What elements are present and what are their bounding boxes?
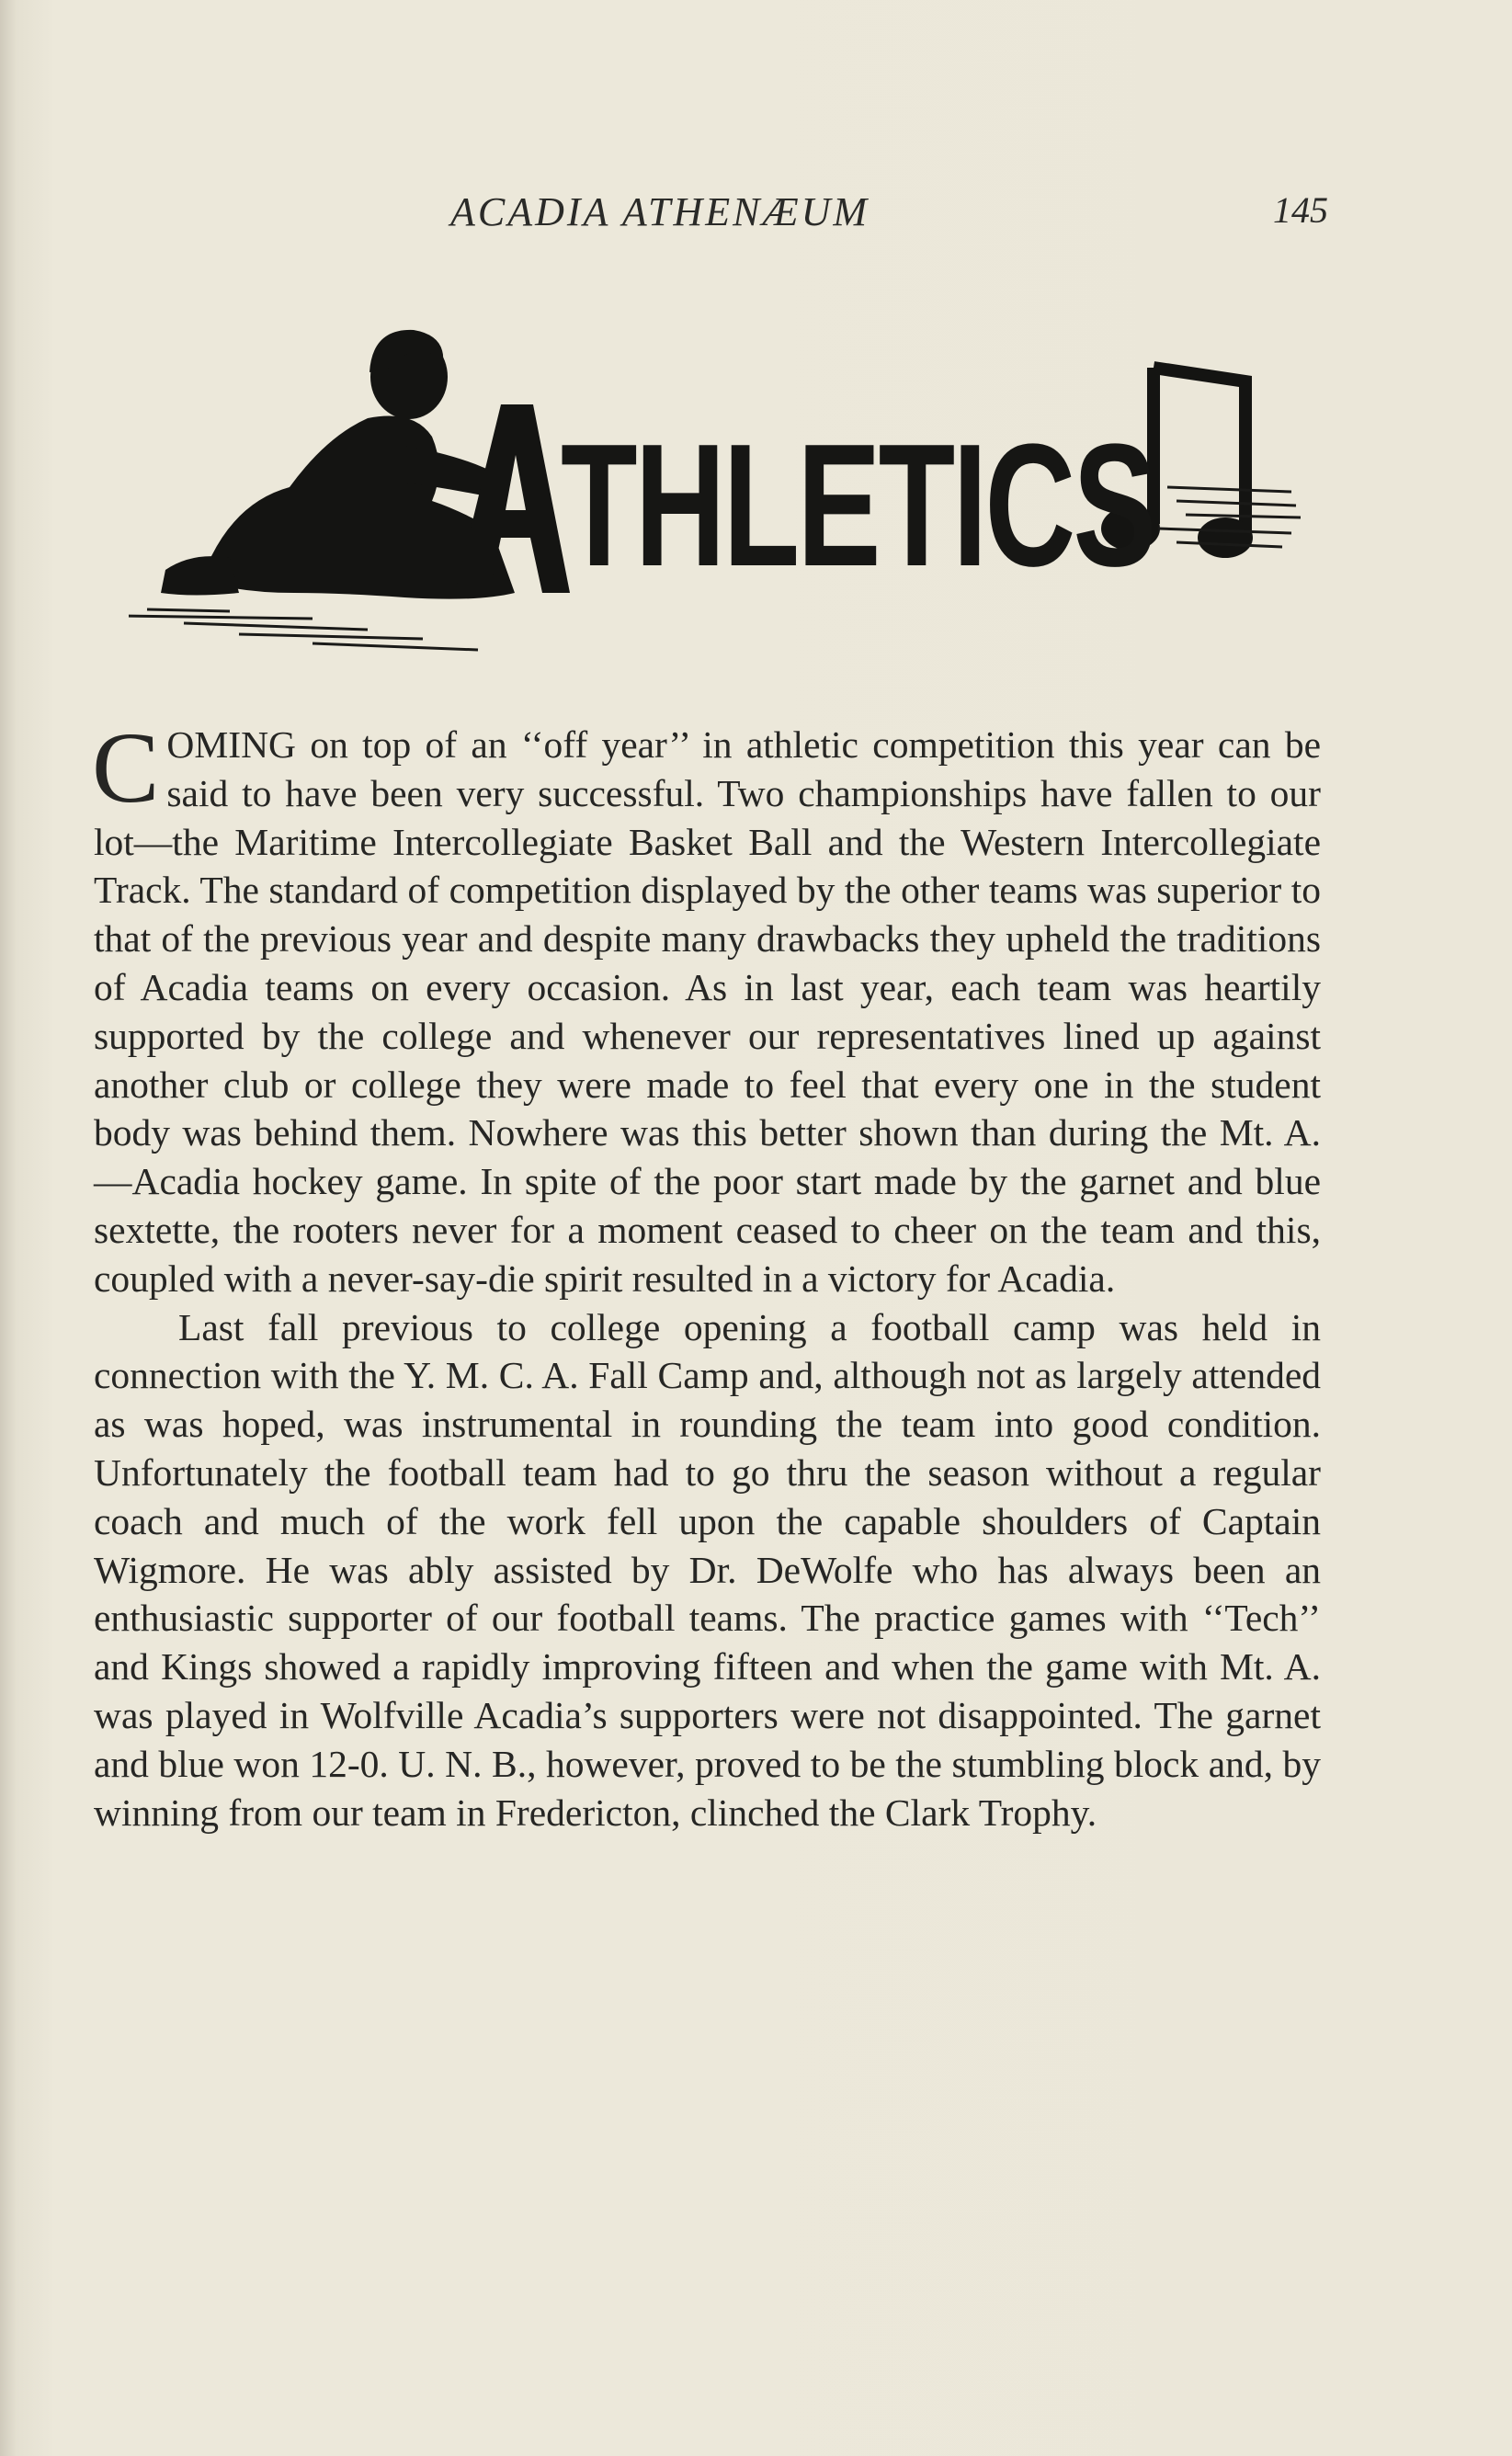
- page-number: 145: [1273, 189, 1328, 231]
- paragraph: [92, 711, 1321, 1303]
- running-title: ACADIA ATHENÆUM: [450, 189, 870, 234]
- athletics-banner: [129, 317, 1305, 666]
- paragraph: Last fall previous to college opening a football camp was held in connection with the Y. M. C. A. Fall Camp and, although not as largely attended as was hoped, was instrumental in rounding the team into good condition. Unfortunately the football team had to go thru the season without a regular coach and much of the work fell upon the capable shoulders of Captain Wigmore. He was ably assisted by Dr. DeWolfe who has always been an enthusiastic supporter of our football teams. The practice games with ‘‘Tech’’ and Kings showed a rapidly improving fifteen and when the game with Mt. A. was played in Wolfville Acadia’s supporters were not disappointed. The garnet and blue won 12-0. U. N. B., however, proved to be the stumbling block and, by winning from our team in Fredericton, clinched the Clark Trophy.: [94, 1305, 1321, 1834]
- athletics-title: THLETICS: [561, 408, 1154, 603]
- drop-cap: C: [92, 711, 160, 824]
- paragraph-text: OMING on top of an ‘‘off year’’ in athletic competition this year can be said to have been very successful. Two championships have fallen to our lot—the Maritime Intercollegiate Basket Ball and the Western Intercollegiate Track. The standard of competition displayed by the other teams was superior to that of the previous year and despite many drawbacks they upheld the traditions of Acadia teams on every occasion. As in last year, each team was heartily supported by the college and whenever our representatives lined up against another club or college they were made to feel that every one in the student body was behind them. Nowhere was this better shown than during the Mt. A.—Acadia hockey game. In spite of the poor start made by the garnet and blue sextette, the rooters never for a moment ceased to cheer on the team and this, coupled with a never-say-die spirit resulted in a victory for Acadia.: [94, 723, 1321, 1300]
- running-head: [92, 188, 1328, 244]
- article-body: [92, 711, 1321, 1836]
